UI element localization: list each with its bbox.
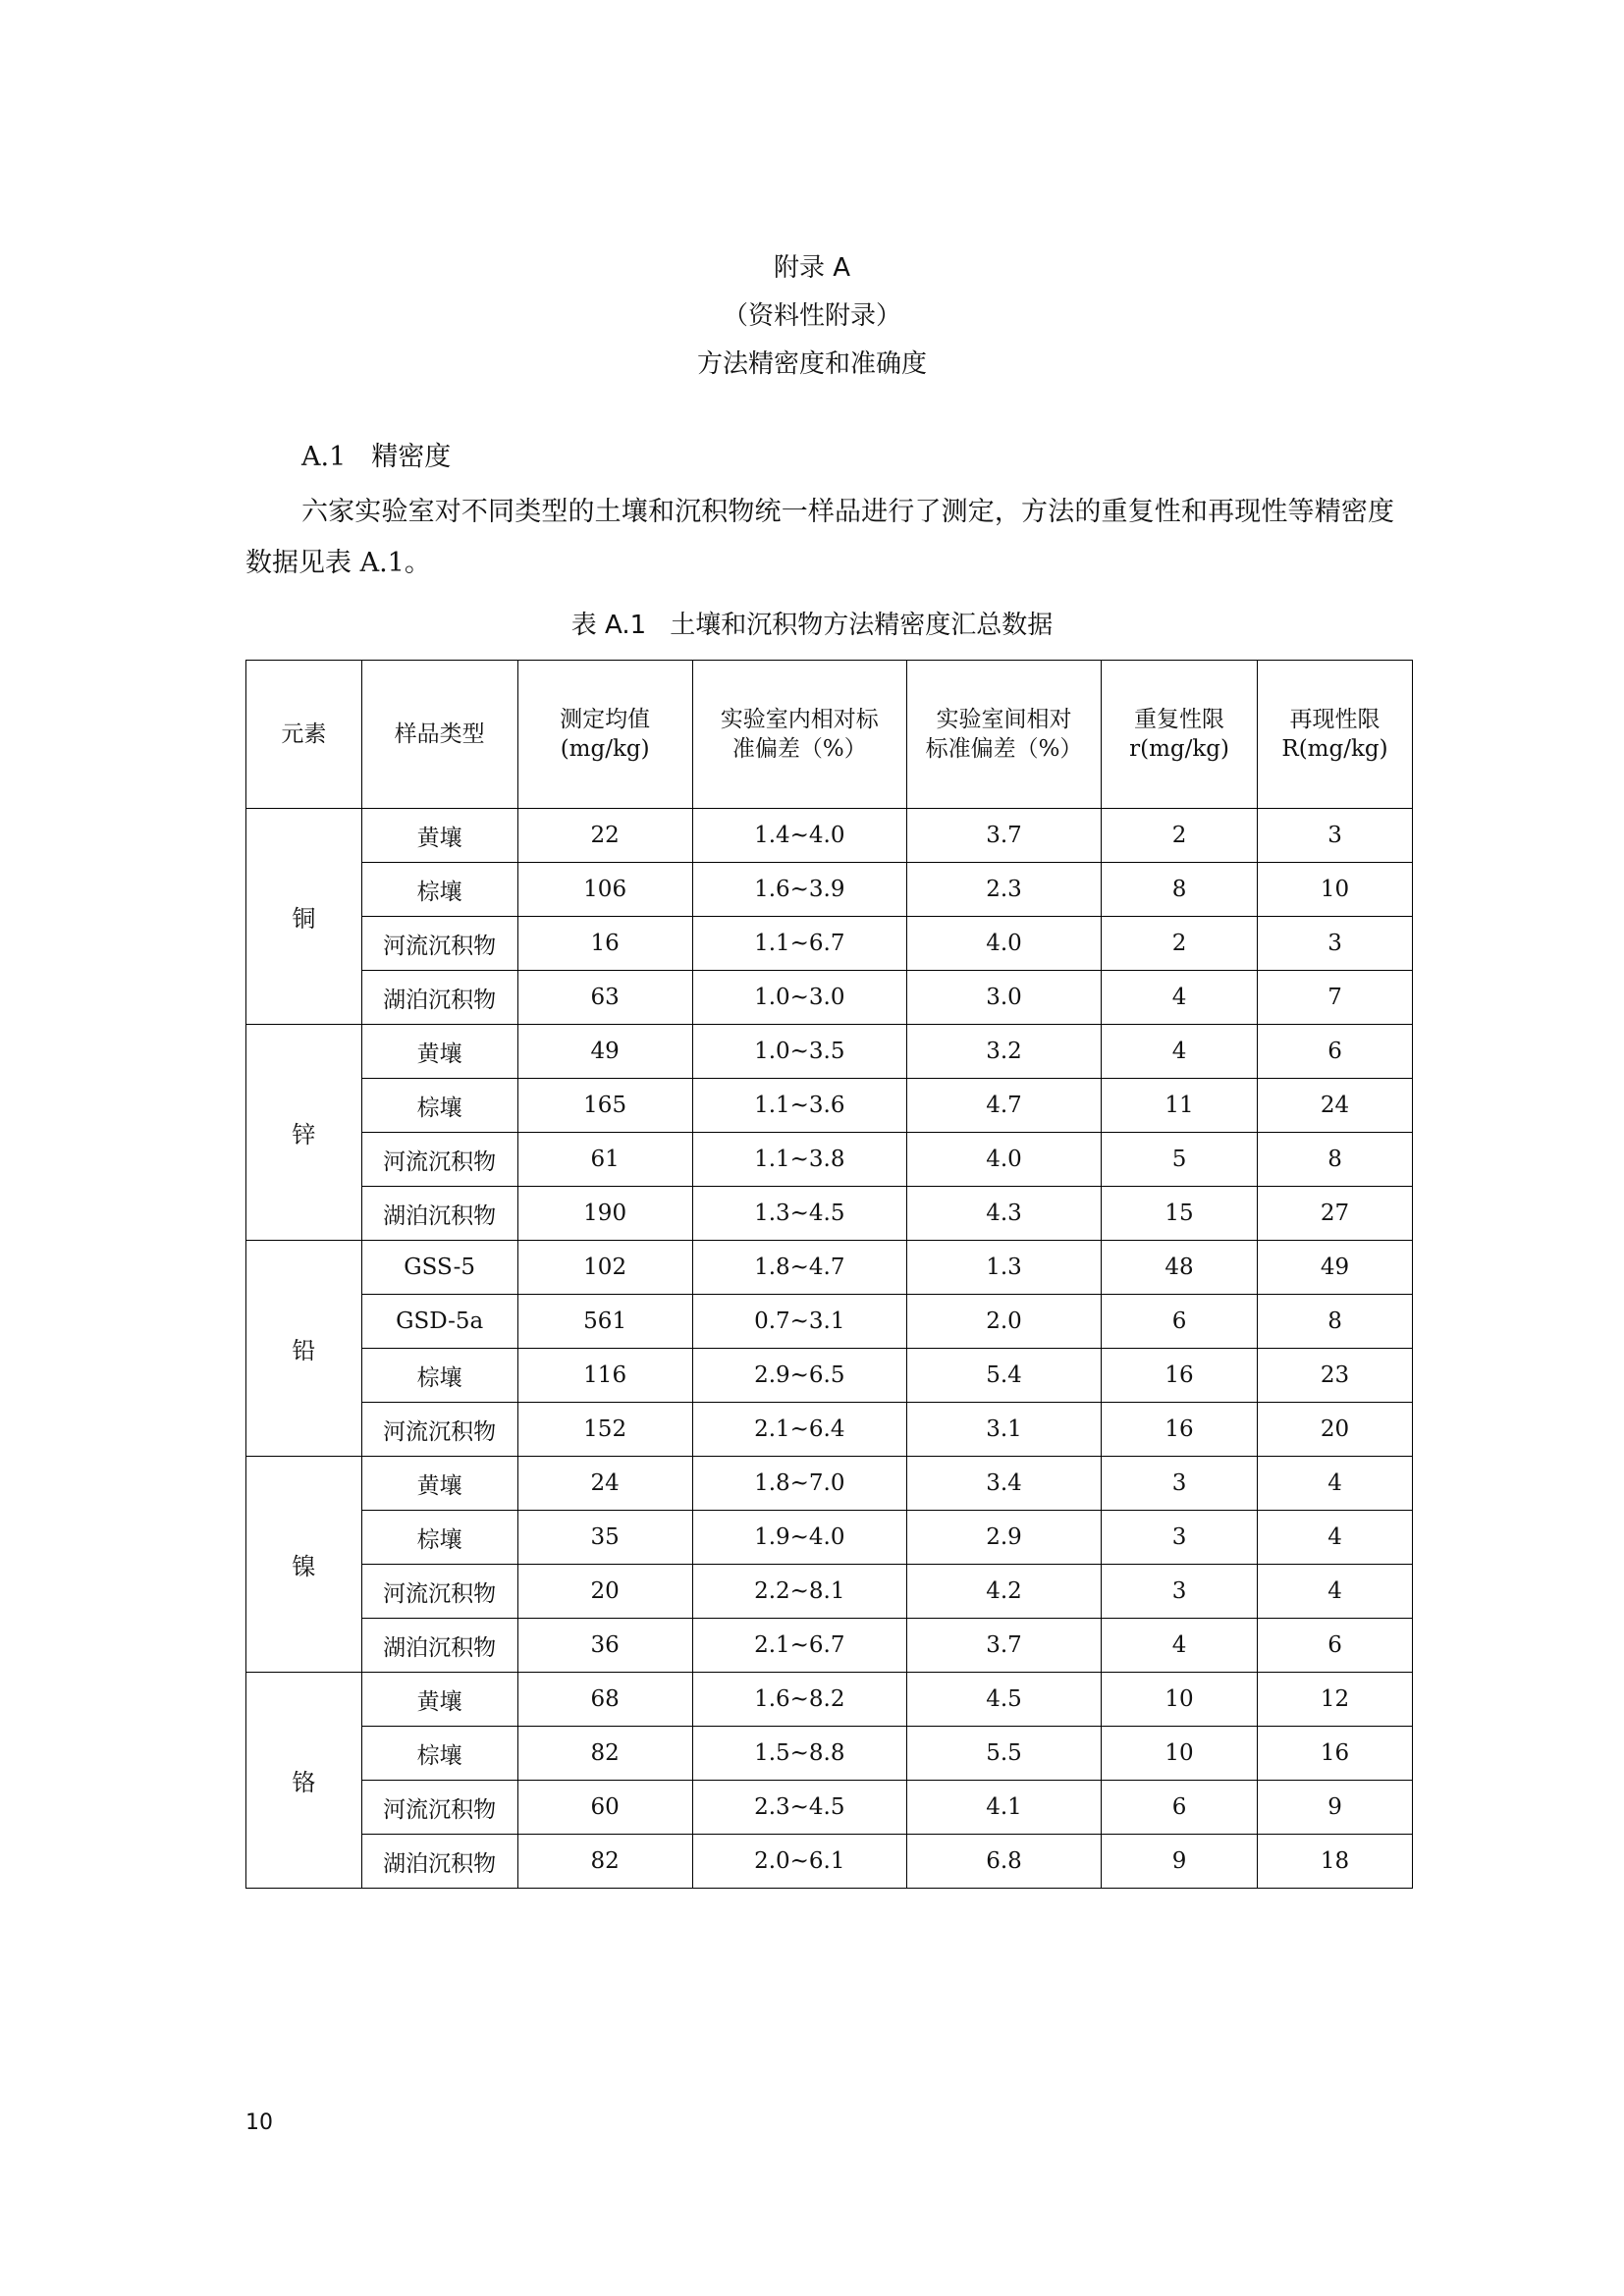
table-row — [246, 1187, 1413, 1241]
table-cell: 4 — [1102, 971, 1258, 1025]
table-cell: 1.0~3.5 — [692, 1025, 906, 1079]
table-cell: 11 — [1102, 1079, 1258, 1133]
table-cell: 3.1 — [906, 1403, 1101, 1457]
table-cell: 20 — [1258, 1403, 1413, 1457]
table-cell: 165 — [517, 1079, 692, 1133]
table-caption-title: 土壤和沉积物方法精密度汇总数据 — [670, 611, 1054, 640]
column-header: 样品类型 — [361, 661, 517, 809]
table-cell: 4.7 — [906, 1079, 1101, 1133]
table-row — [246, 1133, 1413, 1187]
table-cell: 3 — [1102, 1565, 1258, 1619]
column-header: 重复性限 r(mg/kg) — [1102, 661, 1258, 809]
table-row — [246, 1457, 1413, 1511]
table-cell: 1.6~3.9 — [692, 863, 906, 917]
table-cell: 5 — [1102, 1133, 1258, 1187]
table-cell: 河流沉积物 — [361, 917, 517, 971]
table-cell: 9 — [1102, 1835, 1258, 1889]
table-cell: 2.1~6.7 — [692, 1619, 906, 1673]
table-cell: 湖泊沉积物 — [361, 1619, 517, 1673]
table-cell: 2.3~4.5 — [692, 1781, 906, 1835]
table-cell: 1.8~7.0 — [692, 1457, 906, 1511]
table-cell: 82 — [517, 1835, 692, 1889]
table-cell: 22 — [517, 809, 692, 863]
precision-table — [245, 660, 1413, 1889]
table-cell: 5.5 — [906, 1727, 1101, 1781]
table-row — [246, 1349, 1413, 1403]
element-cell: 铬 — [246, 1673, 362, 1889]
table-cell: 63 — [517, 971, 692, 1025]
table-cell: 棕壤 — [361, 1349, 517, 1403]
table-cell: 棕壤 — [361, 1511, 517, 1565]
table-row — [246, 1511, 1413, 1565]
table-row — [246, 1295, 1413, 1349]
table-cell: 4.1 — [906, 1781, 1101, 1835]
table-cell: 18 — [1258, 1835, 1413, 1889]
table-cell: 2.9~6.5 — [692, 1349, 906, 1403]
table-cell: 7 — [1258, 971, 1413, 1025]
table-cell: 1.5~8.8 — [692, 1727, 906, 1781]
table-cell: 2.0~6.1 — [692, 1835, 906, 1889]
table-row — [246, 1781, 1413, 1835]
table-cell: 2 — [1102, 917, 1258, 971]
table-cell: 3 — [1102, 1511, 1258, 1565]
table-cell: 4.0 — [906, 1133, 1101, 1187]
table-cell: 60 — [517, 1781, 692, 1835]
table-cell: 16 — [1102, 1403, 1258, 1457]
table-cell: 106 — [517, 863, 692, 917]
table-cell: 4 — [1102, 1619, 1258, 1673]
table-cell: 3.7 — [906, 1619, 1101, 1673]
table-cell: 4 — [1258, 1457, 1413, 1511]
table-cell: 湖泊沉积物 — [361, 1835, 517, 1889]
table-cell: 1.1~3.8 — [692, 1133, 906, 1187]
table-cell: 6.8 — [906, 1835, 1101, 1889]
table-header-row — [246, 661, 1413, 809]
column-header: 实验室间相对 标准偏差（%） — [906, 661, 1101, 809]
table-cell: 4 — [1102, 1025, 1258, 1079]
table-cell: 河流沉积物 — [361, 1781, 517, 1835]
table-cell: 3 — [1258, 917, 1413, 971]
table-cell: 68 — [517, 1673, 692, 1727]
table-cell: 2 — [1102, 809, 1258, 863]
table-cell: 12 — [1258, 1673, 1413, 1727]
table-row — [246, 863, 1413, 917]
table-row — [246, 1835, 1413, 1889]
table-cell: 1.8~4.7 — [692, 1241, 906, 1295]
element-cell: 铜 — [246, 809, 362, 1025]
table-cell: 61 — [517, 1133, 692, 1187]
table-cell: 24 — [1258, 1079, 1413, 1133]
element-cell: 铅 — [246, 1241, 362, 1457]
element-cell: 锌 — [246, 1025, 362, 1241]
table-cell: 0.7~3.1 — [692, 1295, 906, 1349]
table-cell: 8 — [1102, 863, 1258, 917]
table-cell: 棕壤 — [361, 1079, 517, 1133]
table-cell: 湖泊沉积物 — [361, 971, 517, 1025]
appendix-title: 附录 A — [773, 253, 851, 283]
table-row — [246, 1727, 1413, 1781]
table-cell: 3.4 — [906, 1457, 1101, 1511]
table-cell: 3 — [1102, 1457, 1258, 1511]
table-cell: 152 — [517, 1403, 692, 1457]
table-cell: 2.0 — [906, 1295, 1101, 1349]
table-cell: 6 — [1258, 1025, 1413, 1079]
column-header: 测定均值 (mg/kg) — [517, 661, 692, 809]
table-cell: 2.3 — [906, 863, 1101, 917]
page-number: 10 — [245, 2110, 273, 2135]
appendix-subtitle: （资料性附录） — [722, 301, 901, 331]
table-cell: 561 — [517, 1295, 692, 1349]
table-cell: 黄壤 — [361, 1457, 517, 1511]
table-row — [246, 1403, 1413, 1457]
table-row — [246, 1673, 1413, 1727]
table-cell: 1.1~3.6 — [692, 1079, 906, 1133]
table-cell: 4.3 — [906, 1187, 1101, 1241]
table-cell: 4.5 — [906, 1673, 1101, 1727]
table-cell: 4.0 — [906, 917, 1101, 971]
table-cell: 23 — [1258, 1349, 1413, 1403]
table-row — [246, 1241, 1413, 1295]
table-cell: GSD-5a — [361, 1295, 517, 1349]
section-heading — [301, 440, 451, 475]
table-row — [246, 917, 1413, 971]
column-header: 实验室内相对标 准偏差（%） — [692, 661, 906, 809]
column-header: 元素 — [246, 661, 362, 809]
table-cell: 5.4 — [906, 1349, 1101, 1403]
table-cell: 3.7 — [906, 809, 1101, 863]
table-cell: 190 — [517, 1187, 692, 1241]
table-cell: 1.6~8.2 — [692, 1673, 906, 1727]
section-paragraph: 六家实验室对不同类型的土壤和沉积物统一样品进行了测定，方法的重复性和再现性等精密度数据见表 A.1。 — [245, 497, 1394, 578]
table-cell: 3.0 — [906, 971, 1101, 1025]
table-cell: 8 — [1258, 1133, 1413, 1187]
table-cell: 49 — [1258, 1241, 1413, 1295]
table-cell: 16 — [1102, 1349, 1258, 1403]
table-cell: 27 — [1258, 1187, 1413, 1241]
table-row — [246, 809, 1413, 863]
table-cell: 2.2~8.1 — [692, 1565, 906, 1619]
table-cell: 6 — [1102, 1781, 1258, 1835]
table-cell: 10 — [1102, 1727, 1258, 1781]
element-cell: 镍 — [246, 1457, 362, 1673]
table-cell: 24 — [517, 1457, 692, 1511]
table-cell: 3 — [1258, 809, 1413, 863]
table-cell: 82 — [517, 1727, 692, 1781]
table-cell: 10 — [1258, 863, 1413, 917]
table-cell: 1.1~6.7 — [692, 917, 906, 971]
table-cell: 48 — [1102, 1241, 1258, 1295]
table-cell: 1.3~4.5 — [692, 1187, 906, 1241]
table-row — [246, 1619, 1413, 1673]
table-cell: 棕壤 — [361, 863, 517, 917]
table-row — [246, 1565, 1413, 1619]
table-cell: 2.9 — [906, 1511, 1101, 1565]
table-cell: 49 — [517, 1025, 692, 1079]
table-cell: 16 — [517, 917, 692, 971]
table-cell: 35 — [517, 1511, 692, 1565]
section-title: 精密度 — [371, 442, 452, 472]
table-caption-number: 表 A.1 — [570, 611, 647, 640]
table-cell: 15 — [1102, 1187, 1258, 1241]
table-cell: 8 — [1258, 1295, 1413, 1349]
table-cell: 4 — [1258, 1511, 1413, 1565]
table-cell: 36 — [517, 1619, 692, 1673]
table-cell: 6 — [1258, 1619, 1413, 1673]
table-cell: 1.9~4.0 — [692, 1511, 906, 1565]
table-cell: 16 — [1258, 1727, 1413, 1781]
table-cell: 10 — [1102, 1673, 1258, 1727]
table-cell: 湖泊沉积物 — [361, 1187, 517, 1241]
table-cell: 3.2 — [906, 1025, 1101, 1079]
table-cell: 黄壤 — [361, 1025, 517, 1079]
table-cell: 1.3 — [906, 1241, 1101, 1295]
appendix-heading: 方法精密度和准确度 — [696, 349, 927, 379]
section-number: A.1 — [301, 442, 347, 472]
table-cell: 1.4~4.0 — [692, 809, 906, 863]
table-cell: 9 — [1258, 1781, 1413, 1835]
table-cell: 河流沉积物 — [361, 1565, 517, 1619]
table-cell: 黄壤 — [361, 809, 517, 863]
table-caption — [0, 609, 1624, 642]
table-cell: GSS-5 — [361, 1241, 517, 1295]
table-cell: 4 — [1258, 1565, 1413, 1619]
table-cell: 棕壤 — [361, 1727, 517, 1781]
table-cell: 2.1~6.4 — [692, 1403, 906, 1457]
table-cell: 河流沉积物 — [361, 1403, 517, 1457]
column-header: 再现性限 R(mg/kg) — [1258, 661, 1413, 809]
table-cell: 河流沉积物 — [361, 1133, 517, 1187]
table-row — [246, 1079, 1413, 1133]
table-row — [246, 1025, 1413, 1079]
table-cell: 102 — [517, 1241, 692, 1295]
table-cell: 20 — [517, 1565, 692, 1619]
table-cell: 6 — [1102, 1295, 1258, 1349]
table-cell: 1.0~3.0 — [692, 971, 906, 1025]
table-cell: 黄壤 — [361, 1673, 517, 1727]
table-body — [246, 809, 1413, 1889]
table-cell: 4.2 — [906, 1565, 1101, 1619]
table-cell: 116 — [517, 1349, 692, 1403]
table-row — [246, 971, 1413, 1025]
